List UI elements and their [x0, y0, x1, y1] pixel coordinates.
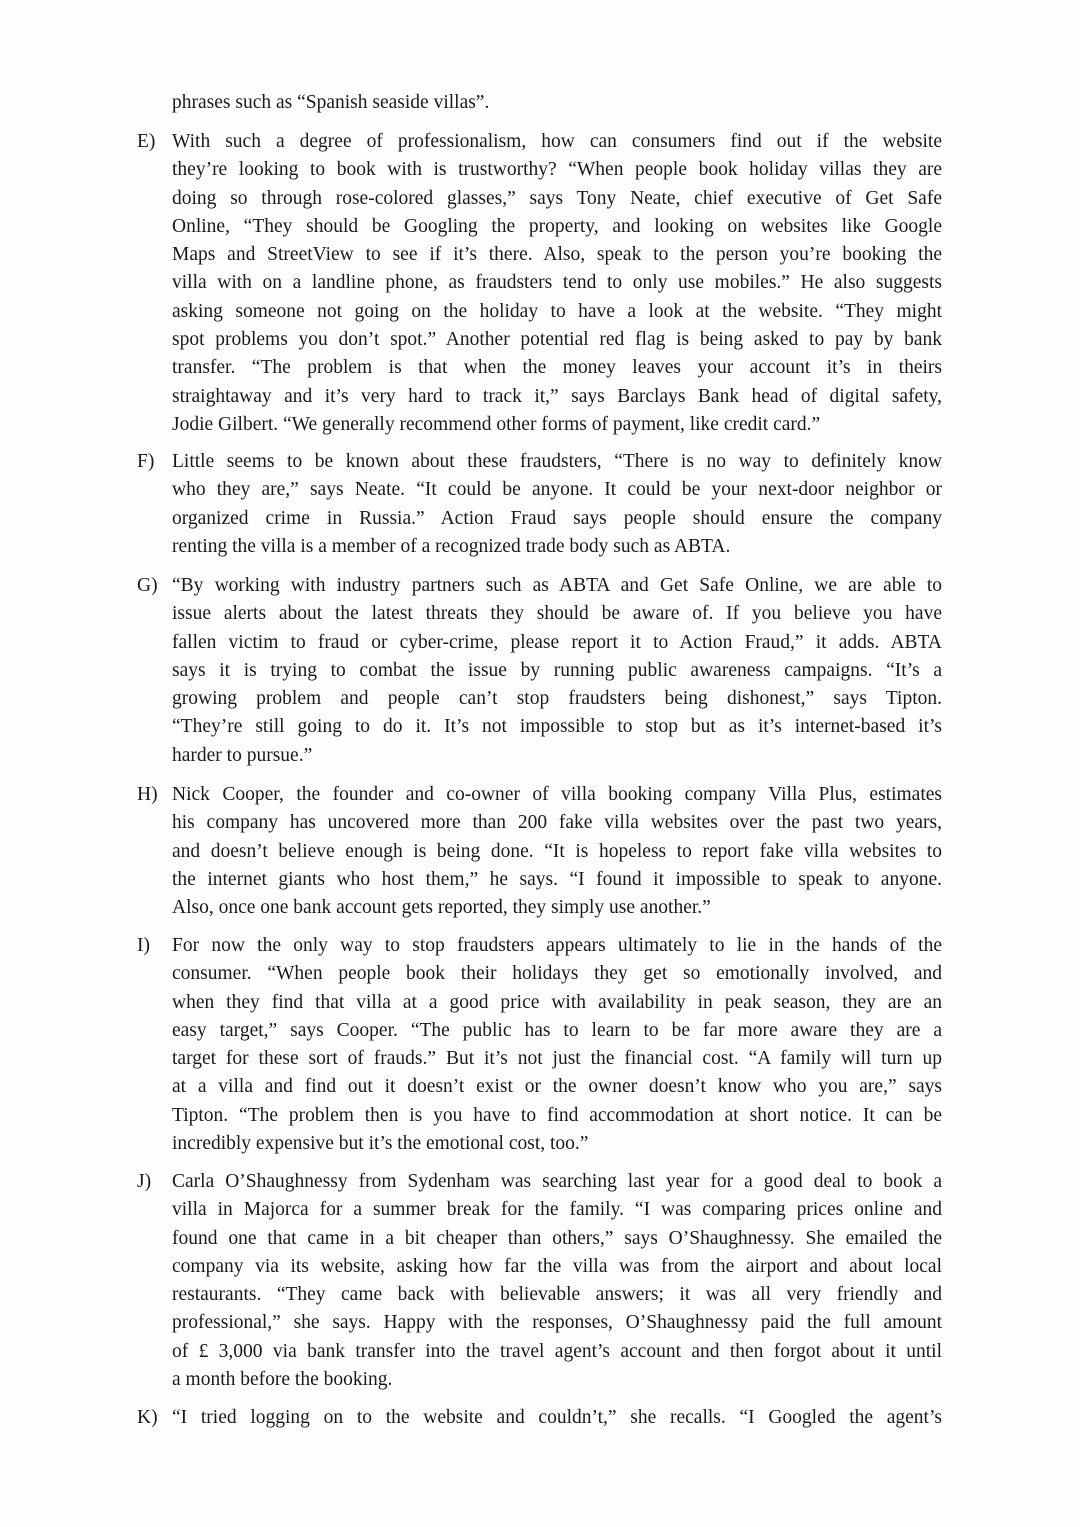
text-line: asking someone not going on the holiday to have a look at the website. “They might	[172, 300, 942, 322]
text-line: “By working with industry partners such as ABTA and Get Safe Online, we are able to	[172, 575, 942, 596]
text-line: found one that came in a bit cheaper than others,” says O’Shaughnessy. She emailed the	[172, 1227, 942, 1249]
text-line: villa with on a landline phone, as fraudsters tend to only use mobiles.” He also suggests	[172, 272, 942, 294]
paragraph-label: J)	[137, 1171, 152, 1192]
continuation-text	[172, 89, 942, 117]
text-line: For now the only way to stop fraudsters appears ultimately to lie in the hands of the	[172, 935, 942, 956]
text-line: at a villa and find out it doesn’t exist or the owner doesn’t know who you are,” says	[172, 1076, 942, 1098]
text-line: and doesn’t believe enough is being done. “It is hopeless to report fake villa websites to	[172, 840, 942, 862]
text-line: villa in Majorca for a summer break for the family. “I was comparing prices online and	[172, 1199, 942, 1221]
text-line: straightaway and it’s very hard to track it,” says Barclays Bank head of digital safety,	[172, 385, 942, 407]
paragraph-body	[172, 448, 942, 561]
text-line: transfer. “The problem is that when the money leaves your account it’s in theirs	[172, 357, 942, 379]
text-line: Jodie Gilbert. “We generally recommend other forms of payment, like credit card.”	[172, 413, 821, 435]
text-line: restaurants. “They came back with believable answers; it was all very friendly and	[172, 1284, 942, 1306]
text-line: Little seems to be known about these fraudsters, “There is no way to definitely know	[172, 451, 942, 472]
paragraph-body	[172, 1168, 942, 1394]
paragraph-label: H)	[137, 784, 158, 805]
text-line: fallen victim to fraud or cyber-crime, please report it to Action Fraud,” it adds. ABTA	[172, 631, 942, 653]
text-line: they’re looking to book with is trustworthy? “When people book holiday villas they are	[172, 159, 942, 181]
paragraph-body	[172, 128, 942, 439]
text-line: doing so through rose-colored glasses,” says Tony Neate, chief executive of Get Safe	[172, 187, 942, 209]
paragraph-label: I)	[137, 935, 150, 956]
paragraph-label: G)	[137, 575, 158, 596]
text-line: company via its website, asking how far the villa was from the airport and about local	[172, 1255, 942, 1277]
paragraph-body	[172, 932, 942, 1158]
paragraph-label: K)	[137, 1407, 158, 1428]
paragraph-body	[172, 1404, 942, 1432]
text-line: Also, once one bank account gets reported, they simply use another.”	[172, 897, 711, 919]
text-line: renting the villa is a member of a recognized trade body such as ABTA.	[172, 535, 731, 557]
text-line: incredibly expensive but it’s the emotional cost, too.”	[172, 1133, 589, 1155]
paragraph-body	[172, 572, 942, 770]
paragraph-body	[172, 781, 942, 922]
text-line: Online, “They should be Googling the property, and looking on websites like Google	[172, 215, 942, 237]
text-line: spot problems you don’t spot.” Another potential red flag is being asked to pay by bank	[172, 329, 942, 351]
text-line: the internet giants who host them,” he says. “I found it impossible to speak to anyone.	[172, 868, 942, 890]
text-line: organized crime in Russia.” Action Fraud says people should ensure the company	[172, 507, 942, 529]
text-line: Tipton. “The problem then is you have to find accommodation at short notice. It can be	[172, 1104, 942, 1126]
text-line: easy target,” says Cooper. “The public has to learn to be far more aware they are a	[172, 1019, 942, 1041]
text-line: his company has uncovered more than 200 fake villa websites over the past two years,	[172, 812, 942, 834]
text-line: says it is trying to combat the issue by running public awareness campaigns. “It’s a	[172, 659, 942, 681]
text-line: “They’re still going to do it. It’s not impossible to stop but as it’s internet-based it’s	[172, 716, 942, 738]
text-line: phrases such as “Spanish seaside villas”.	[172, 92, 490, 113]
text-line: consumer. “When people book their holidays they get so emotionally involved, and	[172, 963, 942, 985]
text-line: of £ 3,000 via bank transfer into the travel agent’s account and then forgot about it until	[172, 1340, 942, 1362]
text-line: when they find that villa at a good price with availability in peak season, they are an	[172, 991, 942, 1013]
text-line: a month before the booking.	[172, 1369, 393, 1391]
faint-watermark	[300, 1470, 780, 1492]
text-line: professional,” she says. Happy with the responses, O’Shaughnessy paid the full amount	[172, 1312, 942, 1334]
text-line: harder to pursue.”	[172, 744, 313, 766]
paragraph-label: F)	[137, 451, 155, 472]
paragraph-label: E)	[137, 131, 156, 152]
text-line: Nick Cooper, the founder and co-owner of villa booking company Villa Plus, estimates	[172, 784, 942, 805]
text-line: issue alerts about the latest threats they should be aware of. If you believe you have	[172, 603, 942, 625]
text-line: Maps and StreetView to see if it’s there. Also, speak to the person you’re booking the	[172, 244, 942, 266]
text-line: who they are,” says Neate. “It could be anyone. It could be your next-door neighbor or	[172, 479, 942, 501]
text-line: growing problem and people can’t stop fraudsters being dishonest,” says Tipton.	[172, 688, 942, 710]
text-line: target for these sort of frauds.” But it’s not just the financial cost. “A family will turn up	[172, 1048, 942, 1070]
text-line: “I tried logging on to the website and couldn’t,” she recalls. “I Googled the agent’s	[172, 1407, 942, 1428]
text-line: Carla O’Shaughnessy from Sydenham was searching last year for a good deal to book a	[172, 1171, 942, 1192]
text-line: With such a degree of professionalism, how can consumers find out if the website	[172, 131, 942, 152]
